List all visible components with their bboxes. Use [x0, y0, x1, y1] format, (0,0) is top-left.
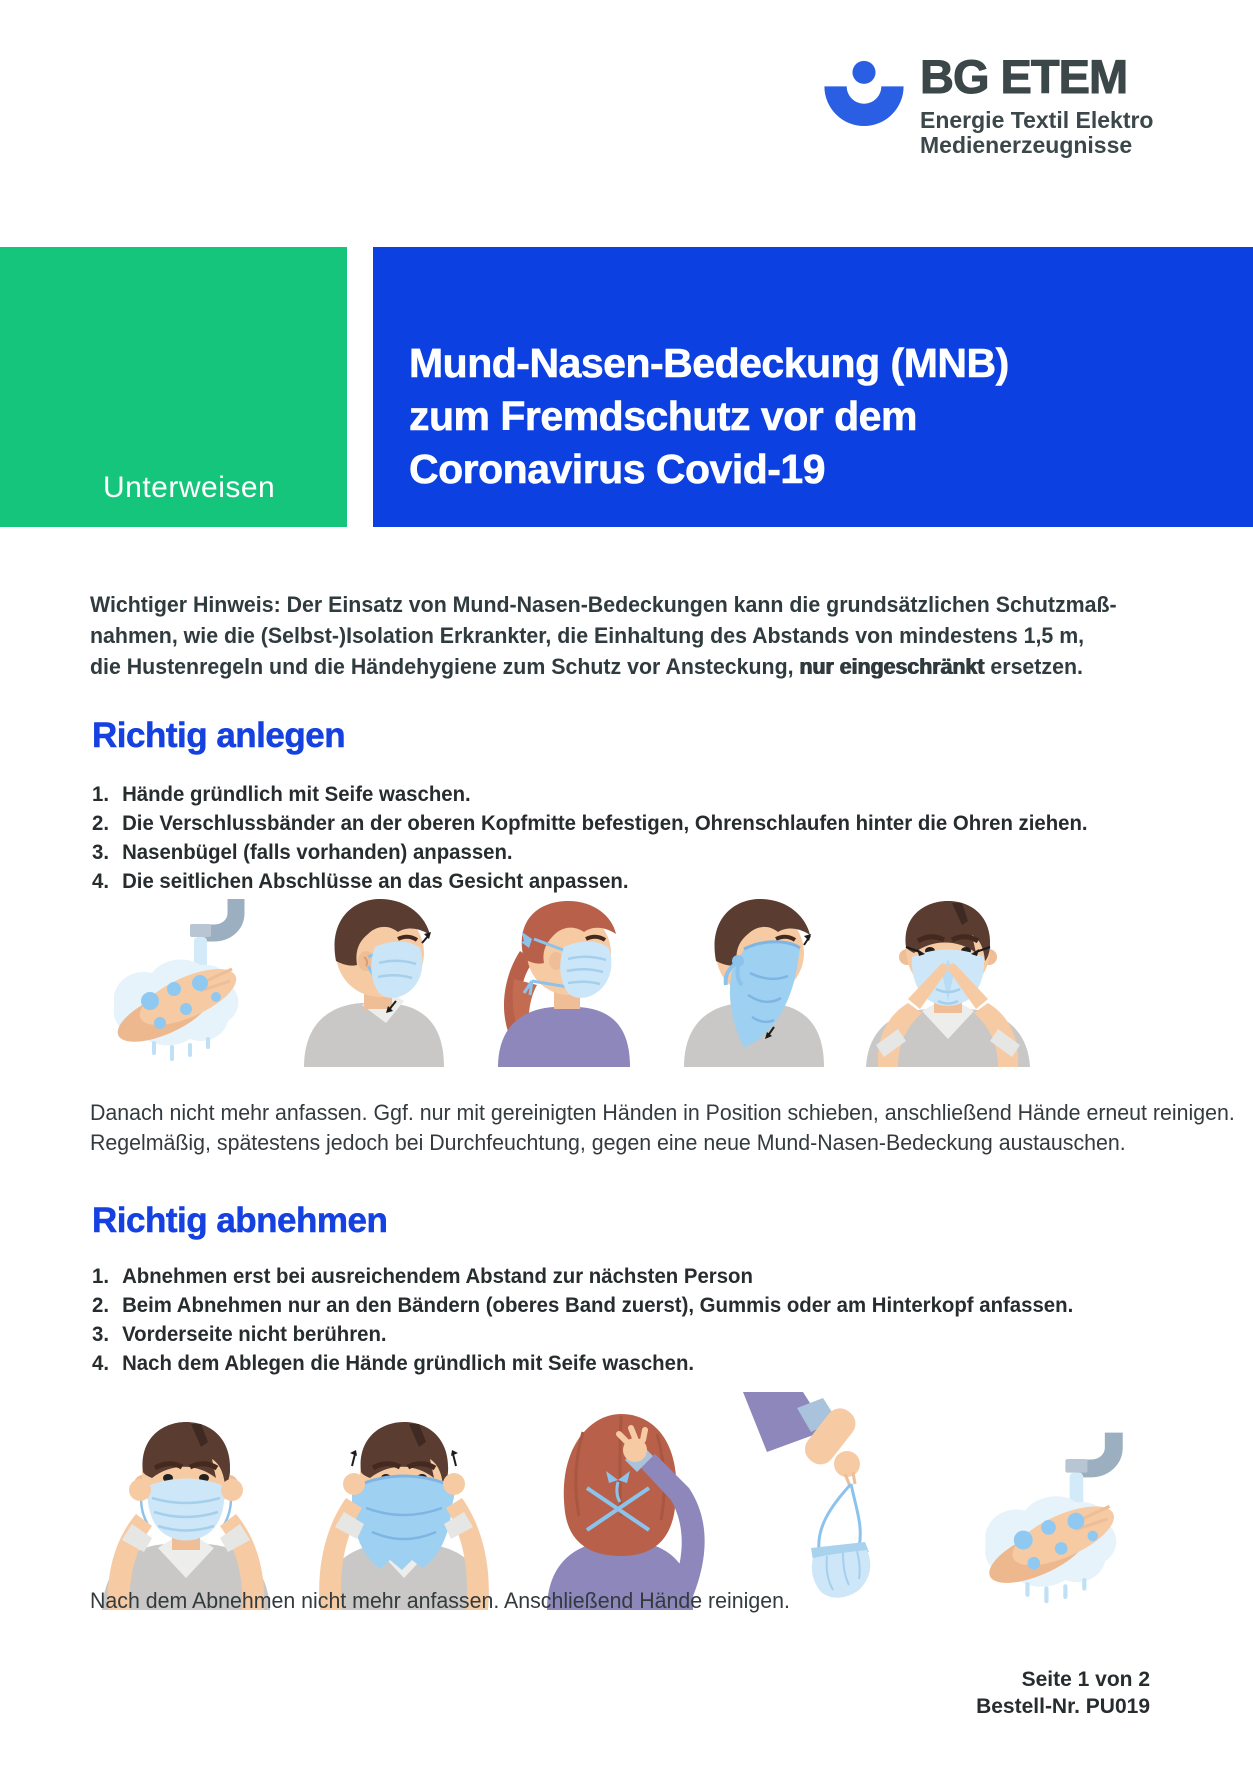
logo-subline-2: Medienerzeugnisse — [920, 132, 1133, 159]
page-title-line-3: Coronavirus Covid-19 — [409, 446, 826, 492]
woman-untie-back-icon — [523, 1392, 718, 1610]
category-label: Unterweisen — [103, 471, 276, 504]
abnehmen-list — [92, 1262, 1073, 1378]
wash-hands-icon — [88, 895, 278, 1067]
intro-line-1: Wichtiger Hinweis: Der Einsatz von Mund-Nasen-Bedeckungen kann die grundsätzlichen Schutzmaß- — [90, 592, 1117, 617]
item-text: Nasenbügel (falls vorhanden) anpassen. — [122, 841, 513, 864]
abnehmen-note: Nach dem Abnehmen nicht mehr anfassen. Anschließend Hände reinigen. — [90, 1588, 790, 1613]
item-text: Beim Abnehmen nur an den Bändern (oberes Band zuerst), Gummis oder am Hinterkopf anfassen. — [122, 1294, 1074, 1317]
item-number: 2. — [92, 812, 109, 835]
anlegen-item-1 — [92, 780, 1088, 809]
order-number: Bestell-Nr. PU019 — [976, 1695, 1150, 1718]
abnehmen-figures — [88, 1390, 1158, 1610]
abnehmen-item-1 — [92, 1262, 1073, 1291]
abnehmen-item-4 — [92, 1349, 1073, 1378]
intro-line-2: nahmen, wie die (Selbst-)Isolation Erkrankter, die Einhaltung des Abstands von mindestens 1,5 m, — [90, 623, 1085, 648]
woman-tie-mask-icon — [468, 895, 658, 1067]
page-footer — [976, 1666, 1150, 1720]
page-title-line-1: Mund-Nasen-Bedeckung (MNB) — [409, 340, 1009, 386]
item-number: 4. — [92, 1352, 109, 1375]
abnehmen-item-2 — [92, 1291, 1073, 1320]
man-remove-earloop-icon — [88, 1392, 283, 1610]
category-band — [0, 247, 347, 527]
anlegen-figures — [88, 892, 993, 1067]
intro-line-3-prefix: die Hustenregeln und die Händehygiene zum Schutz vor Ansteckung, — [90, 654, 800, 679]
abnehmen-item-3 — [92, 1320, 1073, 1349]
item-text: Die seitlichen Abschlüsse an das Gesicht anpassen. — [122, 870, 629, 893]
man-lift-bandana-icon — [306, 1392, 501, 1610]
hand-carry-mask-icon — [741, 1392, 936, 1610]
man-bandana-icon — [658, 895, 848, 1067]
anlegen-item-3 — [92, 838, 1088, 867]
wash-hands-icon — [958, 1428, 1158, 1610]
intro-line-3-suffix: ersetzen. — [984, 654, 1083, 679]
anlegen-note — [90, 1098, 1235, 1158]
bg-etem-person-icon — [822, 60, 906, 126]
logo-text — [920, 52, 1153, 158]
bg-etem-logo — [822, 52, 1153, 158]
item-text: Abnehmen erst bei ausreichendem Abstand zur nächsten Person — [122, 1265, 753, 1288]
page-number: Seite 1 von 2 — [1021, 1668, 1150, 1691]
section-heading-abnehmen: Richtig abnehmen — [92, 1201, 388, 1240]
item-number: 1. — [92, 1265, 109, 1288]
item-number: 3. — [92, 841, 109, 864]
logo-subline-1: Energie Textil Elektro — [920, 107, 1154, 134]
item-text: Nach dem Ablegen die Hände gründlich mit Seife waschen. — [122, 1352, 695, 1375]
anlegen-note-line-2: Regelmäßig, spätestens jedoch bei Durchfeuchtung, gegen eine neue Mund-Nasen-Bedeckung austauschen. — [90, 1130, 1126, 1155]
item-number: 4. — [92, 870, 109, 893]
item-number: 2. — [92, 1294, 109, 1317]
item-text: Die Verschlussbänder an der oberen Kopfmitte befestigen, Ohrenschlaufen hinter die Ohren ziehen. — [122, 812, 1088, 835]
anlegen-note-line-1: Danach nicht mehr anfassen. Ggf. nur mit gereinigten Händen in Position schieben, anschließend Hände erneut reinigen. — [90, 1100, 1235, 1125]
intro-line-3 — [90, 651, 1117, 682]
man-adjust-nose-icon — [848, 895, 1048, 1067]
item-text: Vorderseite nicht berühren. — [122, 1323, 387, 1346]
page-title-line-2: zum Fremdschutz vor dem — [409, 393, 917, 439]
title-band — [373, 247, 1253, 527]
item-number: 1. — [92, 783, 109, 806]
man-profile-mask-icon — [278, 895, 468, 1067]
item-number: 3. — [92, 1323, 109, 1346]
section-heading-anlegen: Richtig anlegen — [92, 716, 346, 755]
page-title — [409, 337, 1009, 496]
anlegen-list — [92, 780, 1088, 896]
logo-brand: BG ETEM — [920, 50, 1128, 103]
important-note-paragraph — [90, 589, 1117, 682]
intro-line-3-emphasis: nur eingeschränkt — [799, 654, 985, 679]
item-text: Hände gründlich mit Seife waschen. — [122, 783, 471, 806]
anlegen-item-2 — [92, 809, 1088, 838]
